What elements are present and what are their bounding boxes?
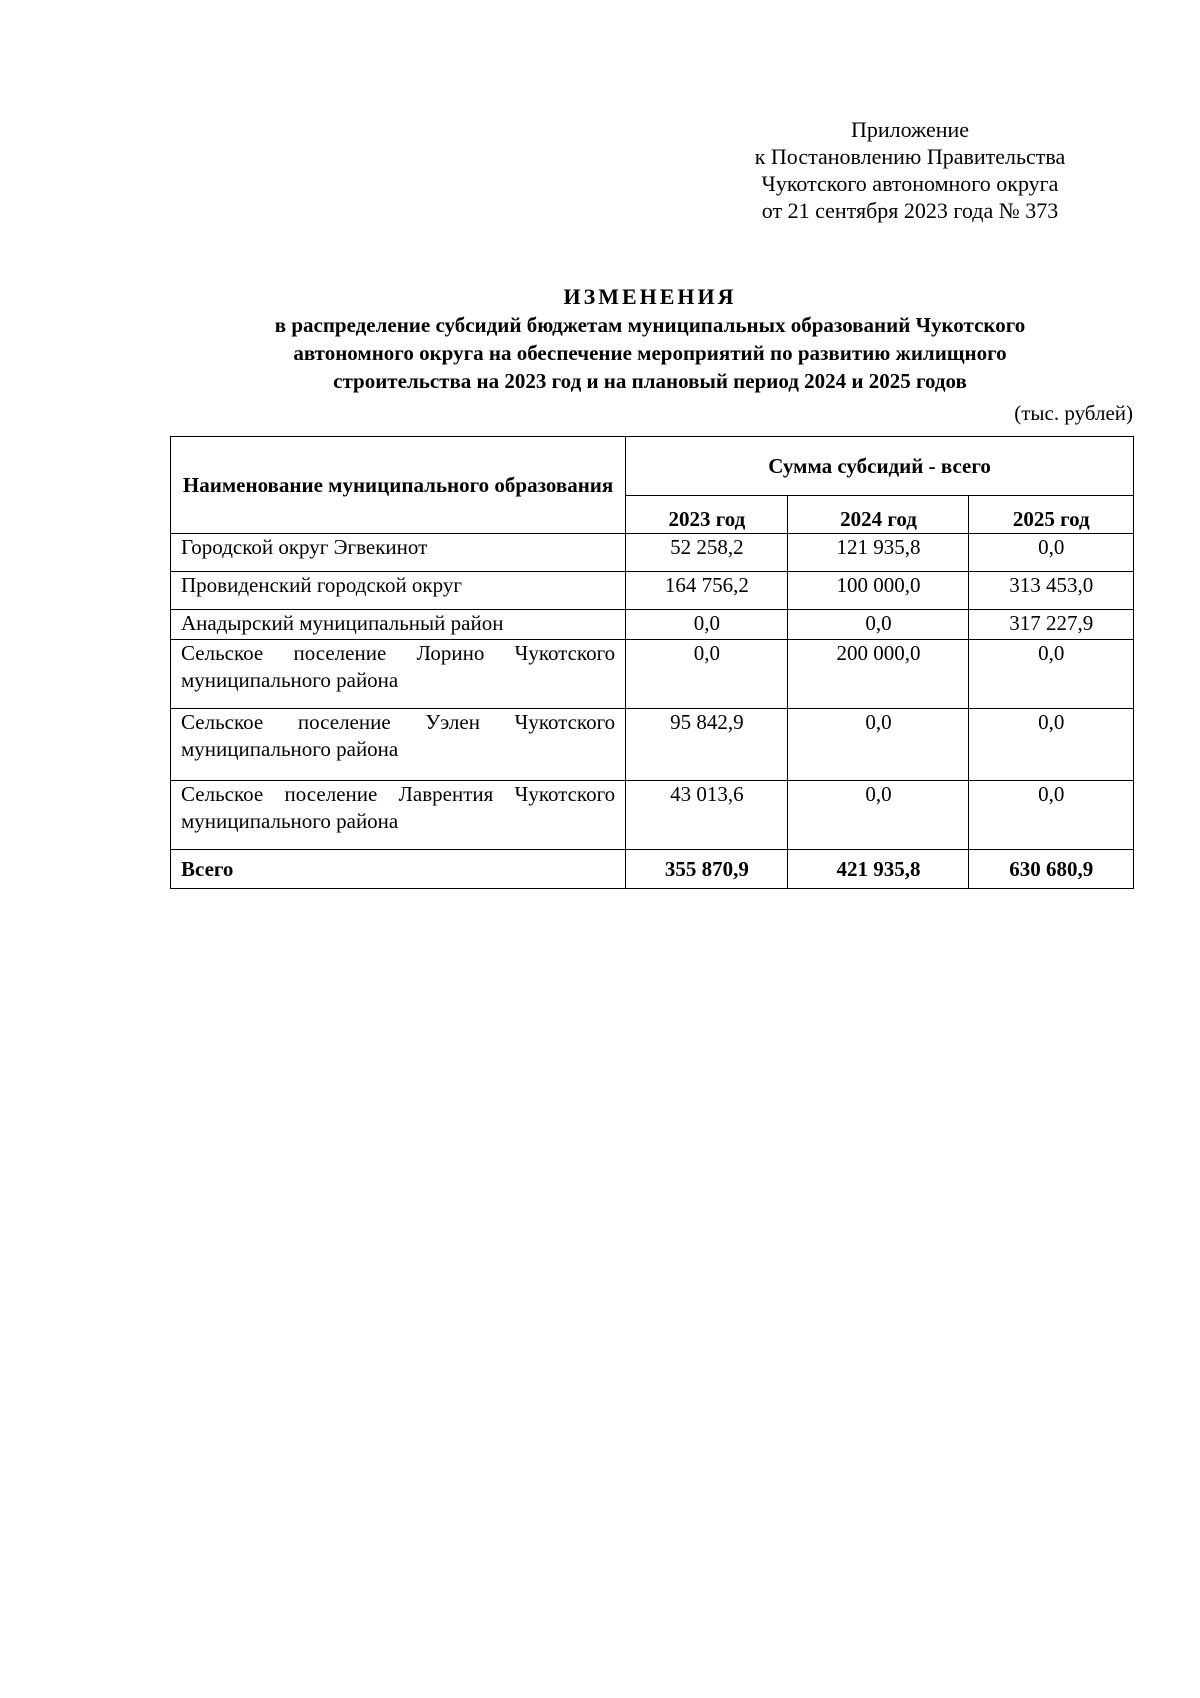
table-header-row <box>171 437 1134 496</box>
column-header-name: Наименование муниципального образования <box>171 437 626 534</box>
column-header-sum: Сумма субсидий - всего <box>626 437 1134 496</box>
row-value-2024: 0,0 <box>788 610 969 640</box>
row-value-2025: 0,0 <box>969 640 1134 709</box>
units-label: (тыс. рублей) <box>1014 401 1133 425</box>
document-subtitle-line: строительства на 2023 год и на плановый период 2024 и 2025 годов <box>333 369 967 393</box>
total-value-2023: 355 870,9 <box>626 850 788 889</box>
row-name: Сельское поселение Лаврентия Чукотского муниципального района <box>171 781 626 850</box>
row-value-2025: 0,0 <box>969 709 1134 781</box>
table-row <box>171 610 1134 640</box>
total-label: Всего <box>171 850 626 889</box>
column-header-2023: 2023 год <box>626 496 788 534</box>
table-row <box>171 534 1134 572</box>
column-header-2024: 2024 год <box>788 496 969 534</box>
appendix-line: Приложение <box>850 117 970 142</box>
row-value-2023: 52 258,2 <box>626 534 788 572</box>
document-subtitle-line: в распределение субсидий бюджетам муниципальных образований Чукотского <box>274 313 1026 337</box>
row-value-2024: 200 000,0 <box>788 640 969 709</box>
row-name: Провиденский городской округ <box>171 572 626 610</box>
table-row <box>171 781 1134 850</box>
row-name: Сельское поселение Уэлен Чукотского муниципального района <box>171 709 626 781</box>
document-title: ИЗМЕНЕНИЯ <box>563 284 737 309</box>
subsidies-table <box>170 436 1134 889</box>
table-row <box>171 572 1134 610</box>
total-value-2025: 630 680,9 <box>969 850 1134 889</box>
table-row <box>171 709 1134 781</box>
row-name: Городской округ Эгвекинот <box>171 534 626 572</box>
row-value-2025: 0,0 <box>969 534 1134 572</box>
row-value-2023: 43 013,6 <box>626 781 788 850</box>
appendix-line: к Постановлению Правительства <box>754 144 1066 169</box>
table-total-row <box>171 850 1134 889</box>
column-header-2025: 2025 год <box>969 496 1134 534</box>
appendix-line: от 21 сентября 2023 года № 373 <box>761 198 1059 223</box>
row-value-2024: 0,0 <box>788 781 969 850</box>
appendix-line: Чукотского автономного округа <box>761 171 1059 196</box>
row-value-2023: 0,0 <box>626 640 788 709</box>
row-value-2023: 164 756,2 <box>626 572 788 610</box>
document-heading <box>170 283 1130 395</box>
row-value-2024: 0,0 <box>788 709 969 781</box>
table-row <box>171 640 1134 709</box>
row-value-2024: 121 935,8 <box>788 534 969 572</box>
total-value-2024: 421 935,8 <box>788 850 969 889</box>
row-value-2025: 317 227,9 <box>969 610 1134 640</box>
row-name: Сельское поселение Лорино Чукотского муниципального района <box>171 640 626 709</box>
row-value-2023: 95 842,9 <box>626 709 788 781</box>
appendix-header <box>700 116 1120 224</box>
row-name: Анадырский муниципальный район <box>171 610 626 640</box>
row-value-2024: 100 000,0 <box>788 572 969 610</box>
row-value-2025: 313 453,0 <box>969 572 1134 610</box>
document-subtitle-line: автономного округа на обеспечение мероприятий по развитию жилищного <box>293 341 1007 365</box>
row-value-2025: 0,0 <box>969 781 1134 850</box>
row-value-2023: 0,0 <box>626 610 788 640</box>
